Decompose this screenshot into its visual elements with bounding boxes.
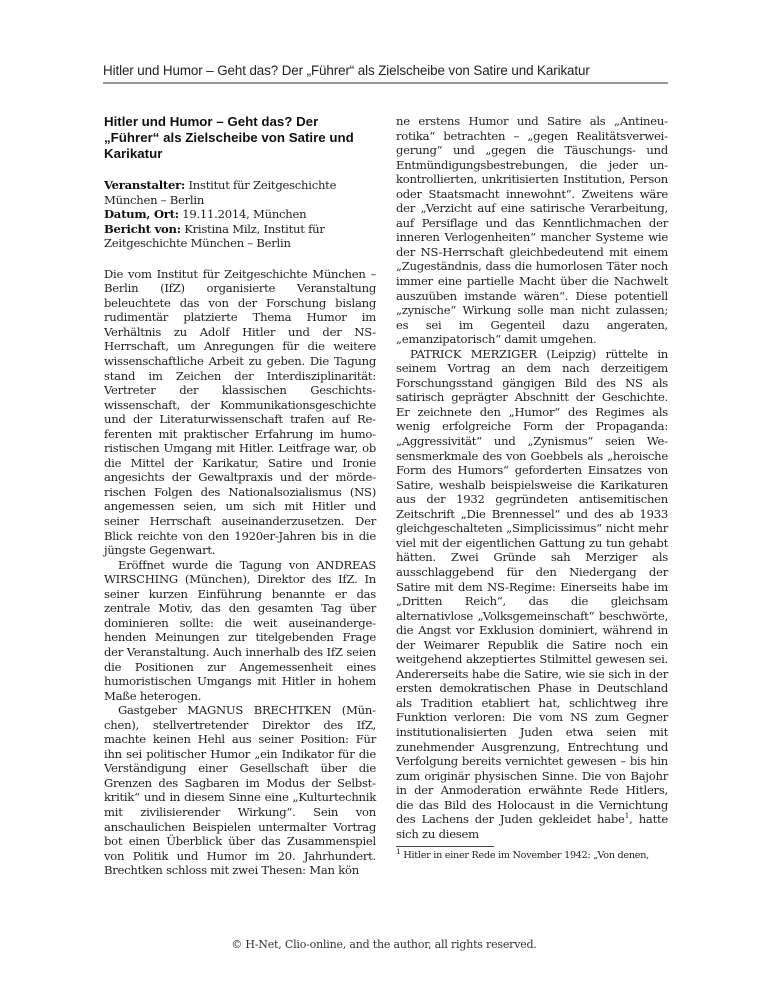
meta-report-by-value: Kristina Milz, Institut für Zeitgeschichte München – Berlin: [104, 221, 325, 251]
body-paragraph: ne erstens Humor und Satire als „Antineurotika“ betrachten – „gegen Realitätsverweigerung“ und „gegen die Täuschungs- und Entmündigungsbestrebungen, die jeder unkontrollierten, unkritisierten Institution, Person oder Staatsmacht innewohnt“. Zweitens wäre der „Verzicht auf eine satirische Verarbeitung, auf Persiflage und das Kenntlichmachen der inneren Verlogenheiten“ mancher Systeme wie der NS-Herrschaft gleichbedeutend mit einem „Zugeständnis, dass die humorlosen Täter noch immer eine partielle Macht über die Nachwelt auszuüben imstande wären“. Diese potentiell „zynische“ Wirkung solle man nicht zulassen; es sei im Gegenteil dazu angeraten, „emanzipatorisch“ damit umgehen.: [396, 114, 668, 347]
meta-report-by: [104, 222, 376, 251]
right-column: [396, 114, 668, 862]
footnote: [396, 847, 668, 862]
article-meta: [104, 178, 376, 251]
footnote-divider: [396, 846, 494, 847]
meta-date-place: [104, 207, 376, 222]
paragraph-text-tail: , hatte sich zu diesem: [396, 812, 668, 841]
body-paragraph: Die vom Institut für Zeitgeschichte München – Berlin (IfZ) organisierte Veranstaltung beleuchtete das von der Forschung bislang rudimentär platzierte Thema Humor im Verhältnis zu Adolf Hitler und der NS-Herrschaft, um Anregungen für die weitere wissenschaftliche Arbeit zu geben. Die Tagung stand im Zeichen der Interdisziplinarität: Vertreter der klassischen Geschichtswissenschaft, der Kommunikationsgeschichte und der Literaturwissenschaft trafen auf Referenten mit praktischer Erfahrung im humoristischen Umgang mit Hitler. Leitfrage war, ob die Mittel der Karikatur, Satire und Ironie angesichts der Gewaltpraxis und der mörderischen Folgen des Nationalsozialismus (NS) angemessen seien, um sich mit Hitler und seiner Herrschaft auseinanderzusetzen. Der Blick reichte von den 1920er-Jahren bis in die jüngste Gegenwart.: [104, 266, 376, 558]
footnote-reference[interactable]: 1: [624, 811, 630, 821]
meta-date-place-value: 19.11.2014, München: [182, 207, 307, 222]
meta-organizer-value: Institut für Zeitgeschichte München – Berlin: [104, 178, 337, 207]
left-column: [104, 114, 376, 878]
meta-organizer: [104, 178, 376, 207]
body-paragraph: Gastgeber MAGNUS BRECHTKEN (München), stellvertretender Direktor des IfZ, machte keinen Hehl aus seiner Position: Für ihn sei politischer Humor „ein Indikator für die Verständigung einer Gesellschaft über die Grenzen des Sagbaren im Modus der Selbstkritik“ und in diesem Sinne eine „Kulturtechnik mit zivilisierender Wirkung“. Sein von anschaulichen Beispielen untermalter Vortrag bot einen Überblick über das Zusammenspiel von Politik und Humor im 20. Jahrhundert. Brechtken schloss mit zwei Thesen: Man kön: [104, 703, 376, 878]
article-title: Hitler und Humor – Geht das? Der „Führer“ als Zielscheibe von Satire und Karikatur: [104, 114, 354, 161]
body-paragraph: Eröffnet wurde die Tagung von ANDREAS WIRSCHING (München), Direktor des IfZ. In seiner kurzen Einführung benannte er das zentrale Motiv, das den gesamten Tag über dominieren sollte: die weit auseinandergehenden Meinungen zur titelgebenden Frage der Veranstaltung. Auch innerhalb des IfZ seien die Positionen zur Angemessenheit eines humoristischen Umgangs mit Hitler in hohem Maße heterogen.: [104, 557, 376, 703]
copyright-footer: © H-Net, Clio-online, and the author, all rights reserved.: [231, 938, 537, 951]
body-paragraph: [396, 347, 668, 842]
footnote-number: 1: [396, 847, 401, 857]
meta-date-place-label: Datum, Ort:: [104, 207, 179, 222]
paragraph-text: PATRICK MERZIGER (Leipzig) rüttelte in seinem Vortrag an dem nach derzeitigem Forschungsstand gängigen Bild des NS als satirisch geprägter Abschnitt der Geschichte. Er zeichnete den „Humor“ des Regimes als wenig erfolgreiche Form der Propaganda: „Aggressivität“ und „Zynismus“ seien Wesensmerkmale des von Goebbels als „heroische Form des Humors“ geforderten Einsatzes von Satire, weshalb beispielsweise die Karikaturen aus der 1932 gegründeten antisemitischen Zeitschrift „Die Brennessel“ und des ab 1933 gleichgeschalteten „Simplicissimus“ nicht mehr viel mit der eigentlichen Gattung zu tun gehabt hätten. Zwei Gründe sah Merziger als ausschlaggebend für den Niedergang der Satire mit dem NS-Regime: Einerseits habe im „Dritten Reich“, das die gleichsam alternativlose „Volksgemeinschaft“ beschwörte, die Angst vor Exklusion dominiert, während in der Weimarer Republik die Satire noch ein weitgehend akzeptiertes Stilmittel gewesen sei. Andererseits habe die Satire, wie sie sich in der ersten demokratischen Phase in Deutschland als Tradition etabliert hat, schlichtweg ihre Funktion verloren: Die vom NS zum Gegner institutionalisierten Juden etwa seien mit zunehmender Ausgrenzung, Entrechtung und Verfolgung bereits vernichtet gewesen – bis hin zum originär physischen Sinne. Die von Bajohr in der Anmoderation erwähnte Rede Hitlers, die das Bild des Holocaust in die Vernichtung des Lachens der Juden gekleidet habe: [396, 346, 668, 827]
running-header: Hitler und Humor – Geht das? Der „Führer“ als Zielscheibe von Satire und Karikatur: [103, 63, 668, 84]
meta-organizer-label: Veranstalter:: [104, 178, 186, 192]
meta-report-by-label: Bericht von:: [104, 221, 181, 236]
footnote-text: Hitler in einer Rede im November 1942: „Von denen,: [403, 850, 649, 862]
